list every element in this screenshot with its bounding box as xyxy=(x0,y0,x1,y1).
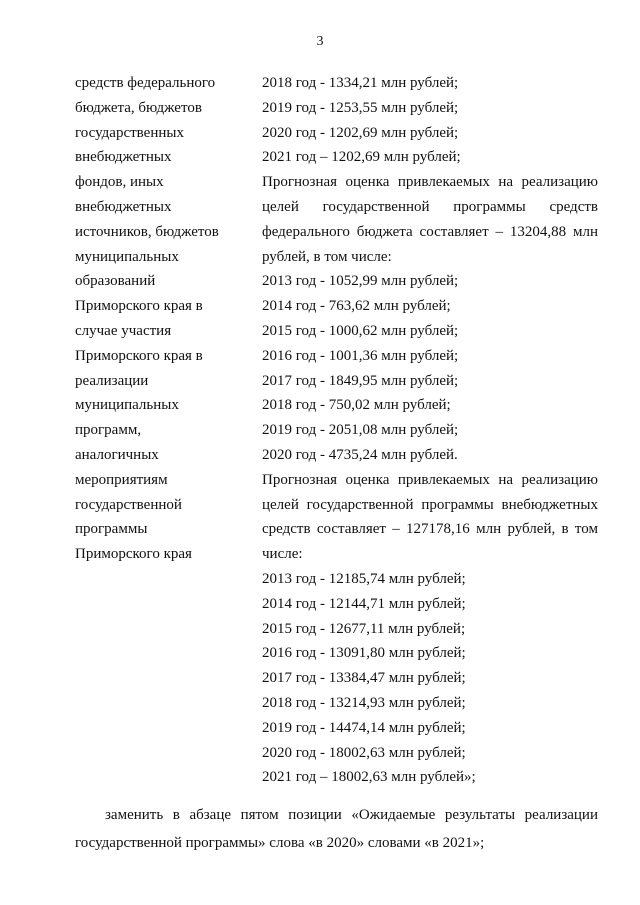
paragraph-line: федерального бюджета составляет – 13204,88 млн xyxy=(262,223,598,240)
left-line: Приморского края xyxy=(75,546,192,563)
left-line: внебюджетных xyxy=(75,198,172,215)
year-amount-line: 2013 год - 1052,99 млн рублей; xyxy=(262,273,459,290)
year-amount-line: 2021 год – 18002,63 млн рублей»; xyxy=(262,769,476,786)
right-column-content xyxy=(262,71,598,790)
left-line: государственных xyxy=(75,124,184,141)
left-line: средств федерального xyxy=(75,75,216,91)
left-line: муниципальных xyxy=(75,248,179,265)
year-amount-line: 2019 год - 2051,08 млн рублей; xyxy=(262,422,459,439)
year-amount-line: 2015 год - 1000,62 млн рублей; xyxy=(262,322,459,339)
left-line: случае участия xyxy=(75,322,172,339)
year-amount-line: 2021 год – 1202,69 млн рублей; xyxy=(262,149,461,166)
left-line: программ, xyxy=(75,422,142,439)
year-amount-line: 2016 год - 1001,36 млн рублей; xyxy=(262,347,459,364)
year-amount-line: 2018 год - 13214,93 млн рублей; xyxy=(262,694,466,711)
left-line: Приморского края в xyxy=(75,347,203,364)
left-line: государственной xyxy=(75,496,182,513)
left-line: Приморского края в xyxy=(75,298,203,315)
year-amount-line: 2014 год - 12144,71 млн рублей; xyxy=(262,595,466,612)
amendment-line: государственной программы» слова «в 2020» словами «в 2021»; xyxy=(75,835,485,851)
amendment-paragraph xyxy=(75,801,598,857)
year-amount-line: 2017 год - 1849,95 млн рублей; xyxy=(262,372,459,389)
left-line: внебюджетных xyxy=(75,149,172,166)
left-line: аналогичных xyxy=(75,446,159,463)
page-number: 3 xyxy=(316,34,324,49)
year-amount-line: 2020 год - 18002,63 млн рублей; xyxy=(262,744,466,761)
left-column-label xyxy=(75,71,245,567)
year-amount-line: 2019 год - 14474,14 млн рублей; xyxy=(262,719,466,736)
left-line: программы xyxy=(75,521,148,538)
year-amount-line: 2020 год - 4735,24 млн рублей. xyxy=(262,446,458,463)
left-line: муниципальных xyxy=(75,397,179,414)
left-line: мероприятиям xyxy=(75,471,168,488)
paragraph-line: Прогнозная оценка привлекаемых на реализацию xyxy=(262,174,598,191)
paragraph-line: средств составляет – 127178,16 млн рублей, в том xyxy=(262,521,598,538)
year-amount-line: 2014 год - 763,62 млн рублей; xyxy=(262,298,451,315)
paragraph-line: рублей, в том числе: xyxy=(262,248,392,265)
year-amount-line: 2018 год - 1334,21 млн рублей; xyxy=(262,75,459,91)
left-line: источников, бюджетов xyxy=(75,223,219,240)
paragraph-line: Прогнозная оценка привлекаемых на реализацию xyxy=(262,471,598,488)
year-amount-line: 2013 год - 12185,74 млн рублей; xyxy=(262,570,466,587)
year-amount-line: 2019 год - 1253,55 млн рублей; xyxy=(262,99,459,116)
amendment-line: заменить в абзаце пятом позиции «Ожидаемые результаты реализации xyxy=(105,807,598,823)
year-amount-line: 2015 год - 12677,11 млн рублей; xyxy=(262,620,466,637)
year-amount-line: 2016 год - 13091,80 млн рублей; xyxy=(262,645,466,662)
left-line: фондов, иных xyxy=(75,174,164,191)
paragraph-line: целей государственной программы внебюджетных xyxy=(262,496,598,513)
year-amount-line: 2020 год - 1202,69 млн рублей; xyxy=(262,124,459,141)
year-amount-line: 2017 год - 13384,47 млн рублей; xyxy=(262,670,466,687)
left-line: бюджета, бюджетов xyxy=(75,99,202,116)
left-line: реализации xyxy=(75,372,149,389)
left-line: образований xyxy=(75,273,156,290)
year-amount-line: 2018 год - 750,02 млн рублей; xyxy=(262,397,451,414)
paragraph-line: целей государственной программы средств xyxy=(262,198,598,215)
paragraph-line: числе: xyxy=(262,546,303,563)
